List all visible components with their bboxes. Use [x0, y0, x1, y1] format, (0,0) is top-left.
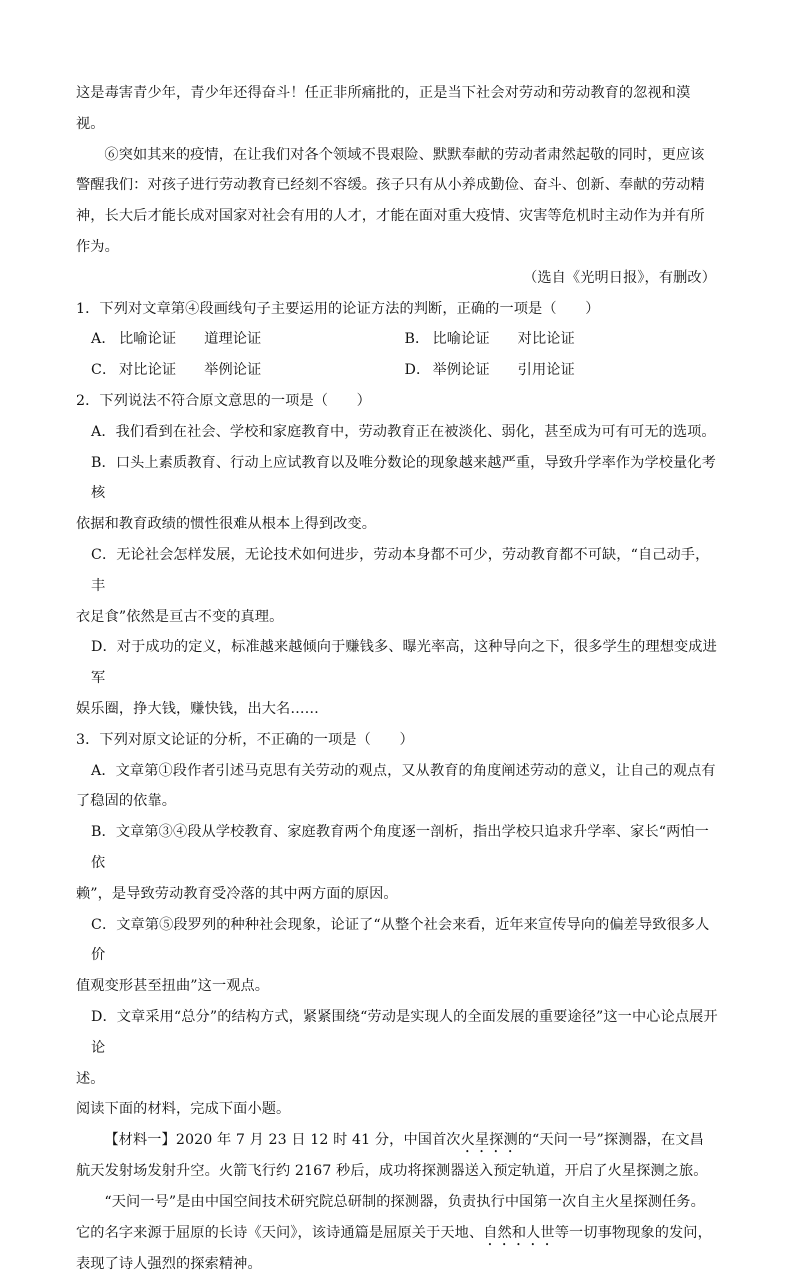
question-1-option-c[interactable]: C． 对比论证 举例论证 — [91, 362, 262, 379]
material-intro: 阅读下面的材料，完成下面小题。 — [76, 1101, 291, 1118]
question-3-option-a-line-2: 了稳固的依靠。 — [76, 793, 177, 810]
passage-paragraph-5-end: 这是毒害青少年，青少年还得奋斗！任正非所痛批的，正是当下社会对劳动和劳动教育的忽视和漠视。 — [76, 85, 691, 132]
question-1-option-b[interactable]: B． 比喻论证 对比论证 — [404, 331, 575, 348]
material-1-paragraph-2: “天问一号”是由中国空间技术研究院总研制的探测器，负责执行中国第一次自主火星探测任务。它的名字来源于屈原的长诗《天问》，该诗通篇是屈原关于天地、自然和人世等一切事物现象的发问，表现了诗人强烈的探索精神。 — [76, 1193, 712, 1272]
emphasis-dots-2: 自然和人世 — [483, 1224, 555, 1241]
question-2-option-c-line-2: 衣足食”依然是亘古不变的真理。 — [76, 608, 284, 625]
material-1-paragraph: 【材料一】2020 年 7 月 23 日 12 时 41 分，中国首次火星探测的“天问一号”探测器，在文昌航天发射场发射升空。火箭飞行约 2167 秒后，成功将探测器送入预定轨道，开启了火星探测之旅。 — [76, 1132, 708, 1180]
question-2-option-b-line-2: 依据和教育政绩的惯性很难从根本上得到改变。 — [76, 516, 377, 533]
question-1-option-a[interactable]: A． 比喻论证 道理论证 — [91, 331, 262, 348]
passage-paragraph-6: ⑥突如其来的疫情，在让我们对各个领域不畏艰险、默默奉献的劳动者肃然起敬的同时，更应该警醒我们：对孩子进行劳动教育已经刻不容缓。孩子只有从小养成勤俭、奋斗、创新、奉献的劳动精神，长大后才能长成对国家对社会有用的人才，才能在面对重大疫情、灾害等危机时主动作为并有所作为。 — [76, 146, 705, 255]
question-1-stem: 1．下列对文章第④段画线句子主要运用的论证方法的判断，正确的一项是（ ） — [76, 300, 600, 317]
question-3-option-b-line-1[interactable]: B．文章第③④段从学校教育、家庭教育两个角度逐一剖析，指出学校只追求升学率、家长“两怕一依 — [91, 824, 709, 871]
question-2-stem: 2．下列说法不符合原文意思的一项是（ ） — [76, 392, 371, 409]
question-2-option-c-line-1[interactable]: C．无论社会怎样发展，无论技术如何进步，劳动本身都不可少，劳动教育都不可缺，“自己动手，丰 — [91, 546, 710, 594]
material-1-label: 【材料一】 — [104, 1132, 176, 1149]
question-3-option-d-line-2: 述。 — [76, 1070, 105, 1087]
question-3-option-a-line-1[interactable]: A．文章第①段作者引述马克思有关劳动的观点，又从教育的角度阐述劳动的意义，让自己的观点有 — [91, 762, 716, 779]
question-3-option-d-line-1[interactable]: D．文章采用“总分”的结构方式，紧紧围绕“劳动是实现人的全面发展的重要途径”这一中心论点展开论 — [91, 1008, 718, 1056]
question-3-option-b-line-2: 赖”，是导致劳动教育受冷落的其中两方面的原因。 — [76, 885, 398, 902]
emphasis-dots: 火星探测 — [460, 1132, 518, 1149]
question-3-stem: 3．下列对原文论证的分析，不正确的一项是（ ） — [76, 731, 414, 748]
question-2-option-d-line-1[interactable]: D．对于成功的定义，标准越来越倾向于赚钱多、曝光率高，这种导向之下，很多学生的理想变成进军 — [91, 639, 717, 687]
question-1-option-d[interactable]: D． 举例论证 引用论证 — [404, 362, 575, 379]
question-3-option-c-line-2: 值观变形甚至扭曲”这一观点。 — [76, 978, 270, 995]
passage-source: （选自《光明日报》，有删改） — [523, 269, 716, 286]
question-2-option-a[interactable]: A．我们看到在社会、学校和家庭教育中，劳动教育正在被淡化、弱化，甚至成为可有可无的选项。 — [91, 423, 716, 440]
question-2-option-b-line-1[interactable]: B．口头上素质教育、行动上应试教育以及唯分数论的现象越来越严重，导致升学率作为学校量化考核 — [91, 454, 716, 502]
question-1-options-row-1 — [76, 324, 718, 355]
question-3-option-c-line-1[interactable]: C．文章第⑤段罗列的种种社会现象，论证了“从整个社会来看，近年来宣传导向的偏差导致很多人价 — [91, 916, 710, 964]
question-1-options-row-2 — [76, 355, 718, 386]
question-2-option-d-line-2: 娱乐圈，挣大钱，赚快钱，出大名…… — [76, 700, 319, 717]
